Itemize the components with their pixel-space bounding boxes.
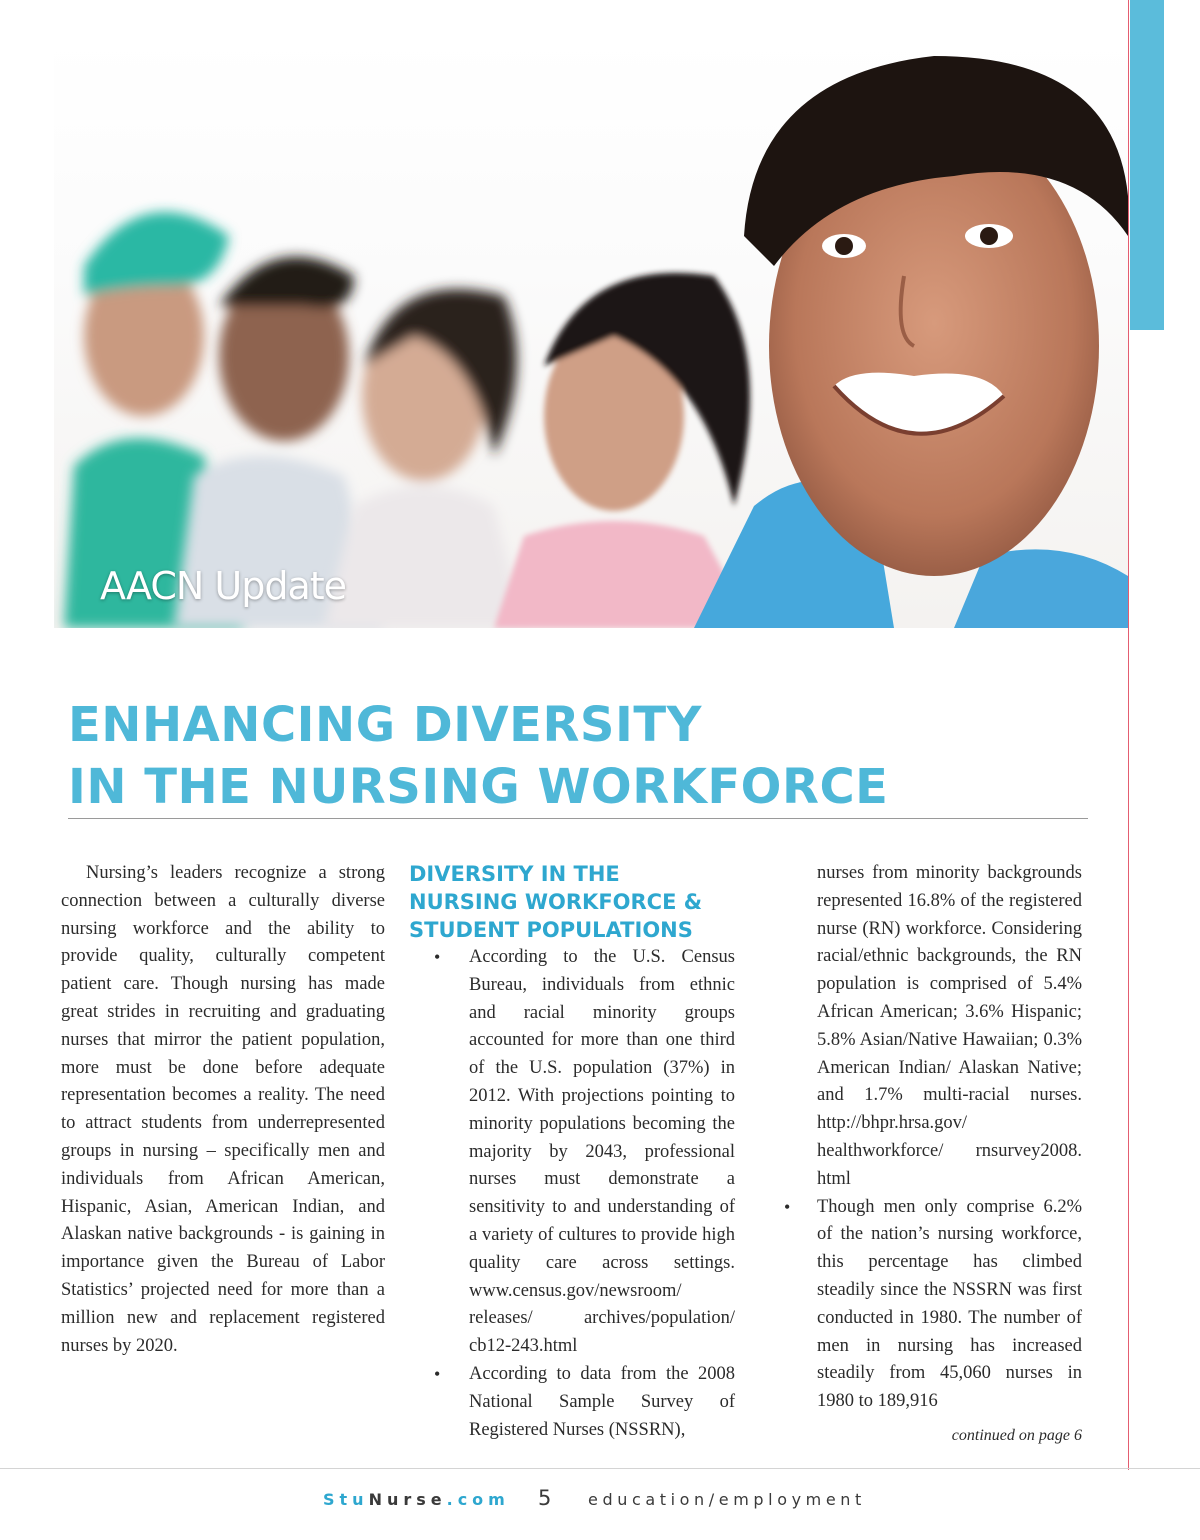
page-number: 5: [538, 1486, 552, 1510]
person-smiling-man: [694, 56, 1128, 628]
list-item: [784, 1194, 1082, 1416]
section-subhead: DIVERSITY IN THE NURSING WORKFORCE & STUDENT POPULATIONS: [409, 862, 703, 942]
headline-line-1: ENHANCING DIVERSITY: [68, 697, 702, 753]
headline-line-2: IN THE NURSING WORKFORCE: [68, 759, 889, 815]
continued-note: continued on page 6: [951, 1426, 1082, 1444]
intro-paragraph: Nursing’s leaders recognize a strong connection between a culturally diverse nursing workforce and the ability to provide quality, culturally competent patient care. Though nursing has made great strides in recruiting and graduating nurses that mirror the patient population, more must be done before adequate representation becomes a reality. The need to attract students from underrepresented groups in nursing – specifically men and individuals from African American, Hispanic, Asian, American Indian, and Alaskan native backgrounds - is gaining in importance given the Bureau of Labor Statistics’ projected need for more than a million new and replacement registered nurses by 2020.: [61, 863, 385, 1356]
hero-photo: [54, 36, 1128, 628]
site-suffix: .com: [446, 1490, 510, 1509]
person-woman-front: [494, 273, 754, 628]
bullet-text: According to the U.S. Census Bureau, individuals from ethnic and racial minority groups accounted for more than one third of the U.S. population (37%) in 2012. With projections pointing to minority populations becoming the majority by 2043, professional nurses must demonstrate a sensitivity to and understanding of a variety of cultures to provide high quality care across settings. www.census.gov/newsroom/ releases/ archives/population/ cb12-243.html: [469, 947, 735, 1357]
bullet-text: Though men only comprise 6.2% of the nation’s nursing workforce, this percentage has climbed steadily since the NSSRN was first conducted in 1980. The number of men in nursing has increased steadily from 45,060 nurses in 1980 to 189,916: [817, 1196, 1082, 1412]
bullet-icon: •: [434, 947, 441, 967]
article-headline: [68, 694, 1068, 818]
nurses-group-photo: [54, 36, 1128, 628]
list-item: [409, 1361, 735, 1444]
bullet-list: [409, 944, 735, 1444]
bullet-icon: •: [434, 1363, 441, 1384]
site-middle: Nurse: [368, 1490, 447, 1509]
page-footer: [0, 1486, 1200, 1516]
footer-section-label: education/employment: [588, 1490, 866, 1509]
bullet-text: According to data from the 2008 National Sample Survey of Registered Nurses (NSSRN),: [469, 1363, 735, 1440]
headline-divider: [68, 818, 1088, 819]
accent-bar: [1130, 0, 1164, 330]
bullet-icon: •: [784, 1196, 791, 1217]
bullet-list: [784, 1194, 1082, 1416]
article-column-1: [61, 860, 385, 1360]
article-column-2: [409, 860, 735, 1444]
article-column-3: [784, 860, 1082, 1450]
person-woman-middle: [324, 289, 524, 628]
site-name: [323, 1490, 510, 1509]
site-prefix: Stu: [323, 1490, 369, 1509]
list-item: [409, 944, 735, 1361]
footer-divider: [0, 1468, 1200, 1469]
page-edge-line: [1128, 0, 1129, 1470]
continuation-text: nurses from minority backgrounds represented 16.8% of the registered nurse (RN) workforce. Considering racial/ethnic backgrounds, the RN population is comprised of 5.4% African American; 3.6% Hispanic; 5.8% Asian/Native Hawaiian; 0.3% American Indian/ Alaskan Native; and 1.7% multi-racial nurses. http://bhpr.hrsa.gov/ healthworkforce/ rnsurvey2008. html: [817, 863, 1082, 1189]
section-title: AACN Update: [100, 564, 347, 608]
